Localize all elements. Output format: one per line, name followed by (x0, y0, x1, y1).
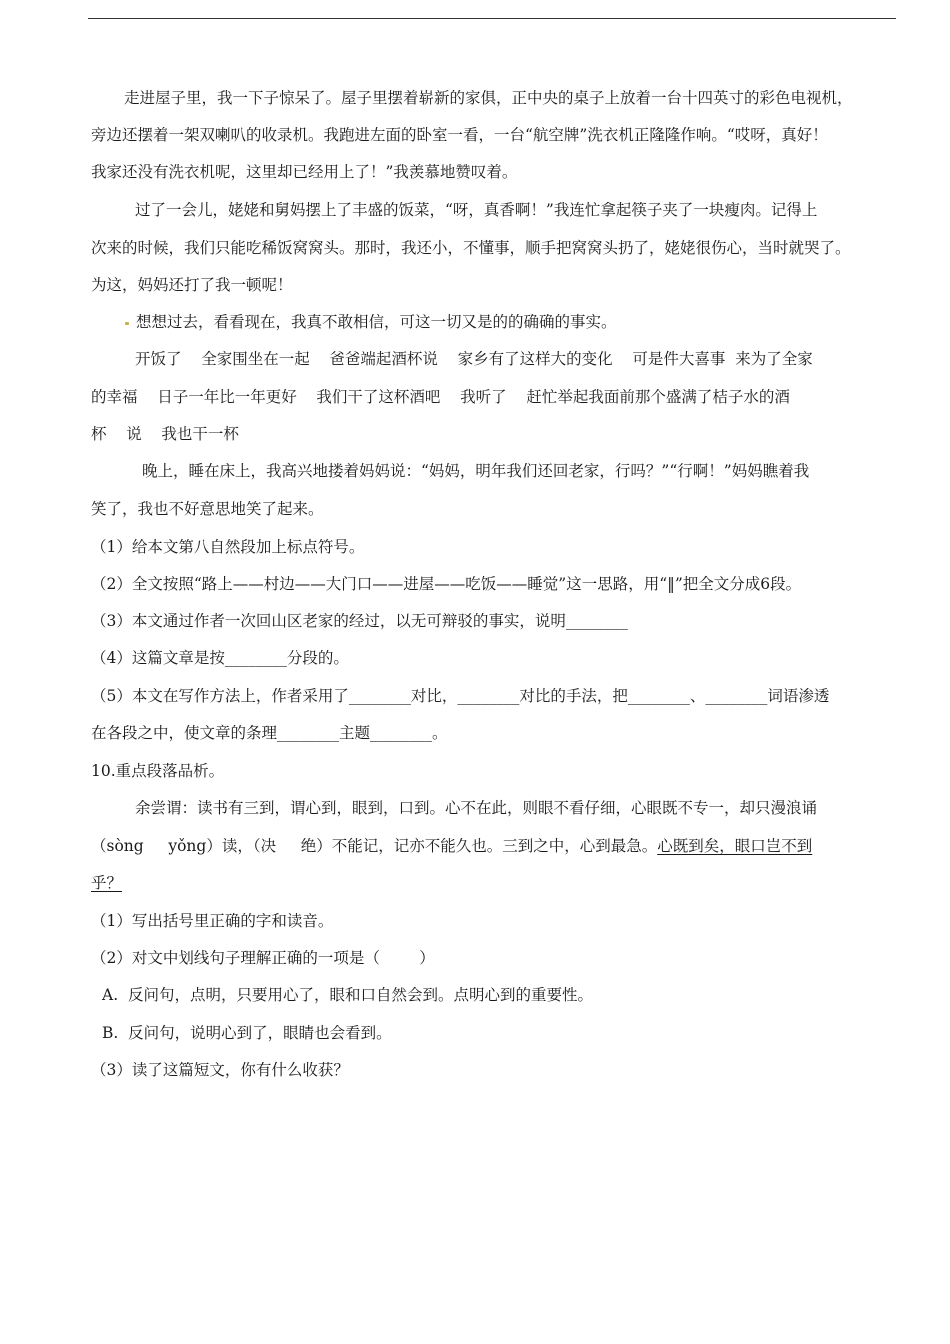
passage-line: 想想过去，看看现在，我真不敢相信，可这一切又是的的确确的事实。 (136, 313, 617, 331)
underlined-sentence: 心既到矣，眼口岂不到 (657, 837, 813, 855)
question-item: （5）本文在写作方法上，作者采用了________对比，________对比的手法，把________、________词语渗透 (91, 687, 830, 705)
question-item: （2）对文中划线句子理解正确的一项是（ ） (91, 949, 435, 967)
passage-line: 我家还没有洗衣机呢，这里却已经用上了！”我羡慕地赞叹着。 (91, 163, 518, 181)
classical-text-line: 余尝谓：读书有三到，谓心到，眼到，口到。心不在此，则眼不看仔细，心眼既不专一，却只漫浪诵 (135, 799, 818, 817)
question-item: （1）写出括号里正确的字和读音。 (91, 912, 334, 930)
stray-mark (125, 322, 129, 325)
classical-text-line (91, 836, 812, 856)
section-title: 10.重点段落品析。 (91, 762, 225, 780)
passage-line: 晚上，睡在床上，我高兴地搂着妈妈说：“妈妈，明年我们还回老家，行吗？”“行啊！”妈妈瞧着我 (142, 462, 810, 480)
passage-line: 过了一会儿，姥姥和舅妈摆上了丰盛的饭菜，“呀，真香啊！”我连忙拿起筷子夹了一块瘦肉。记得上 (135, 201, 818, 219)
classical-text-segment: （sòng yǒng）读，（决 绝）不能记，记亦不能久也。三到之中，心到最急。 (91, 837, 658, 855)
passage-line: 为这，妈妈还打了我一顿呢！ (91, 276, 293, 294)
passage-line: 笑了，我也不好意思地笑了起来。 (91, 500, 324, 518)
underlined-sentence: 乎？ (91, 874, 123, 892)
question-item: （3）本文通过作者一次回山区老家的经过，以无可辩驳的事实，说明________ (91, 612, 628, 630)
passage-line: 旁边还摆着一架双喇叭的收录机。我跑进左面的卧室一看，一台“航空牌”洗衣机正隆隆作响。“哎呀，真好！ (91, 126, 828, 144)
passage-line: 走进屋子里，我一下子惊呆了。屋子里摆着崭新的家俱，正中央的桌子上放着一台十四英寸的彩色电视机， (124, 89, 853, 107)
passage-line-unpunctuated: 开饭了 全家围坐在一起 爸爸端起酒杯说 家乡有了这样大的变化 可是件大喜事 来为了全家 (135, 350, 813, 368)
answer-option-a: A. 反问句，点明，只要用心了，眼和口自然会到。点明心到的重要性。 (102, 986, 593, 1004)
passage-line-unpunctuated: 的幸福 日子一年比一年更好 我们干了这杯酒吧 我听了 赶忙举起我面前那个盛满了桔子水的酒 (91, 388, 790, 406)
question-item: 在各段之中，使文章的条理________主题________。 (91, 724, 448, 742)
passage-line: 次来的时候，我们只能吃稀饭窝窝头。那时，我还小，不懂事，顺手把窝窝头扔了，姥姥很伤心，当时就哭了。 (91, 239, 851, 257)
question-item: （3）读了这篇短文，你有什么收获？ (91, 1061, 349, 1079)
question-item: （4）这篇文章是按________分段的。 (91, 649, 349, 667)
question-item: （2）全文按照“路上——村边——大门口——进屋——吃饭——睡觉”这一思路，用“‖”把全文分成6段。 (91, 575, 802, 593)
question-item: （1）给本文第八自然段加上标点符号。 (91, 538, 365, 556)
passage-line-unpunctuated: 杯 说 我也干一杯 (91, 425, 239, 443)
answer-option-b: B. 反问句，说明心到了，眼睛也会看到。 (102, 1024, 392, 1042)
header-rule (88, 18, 896, 19)
